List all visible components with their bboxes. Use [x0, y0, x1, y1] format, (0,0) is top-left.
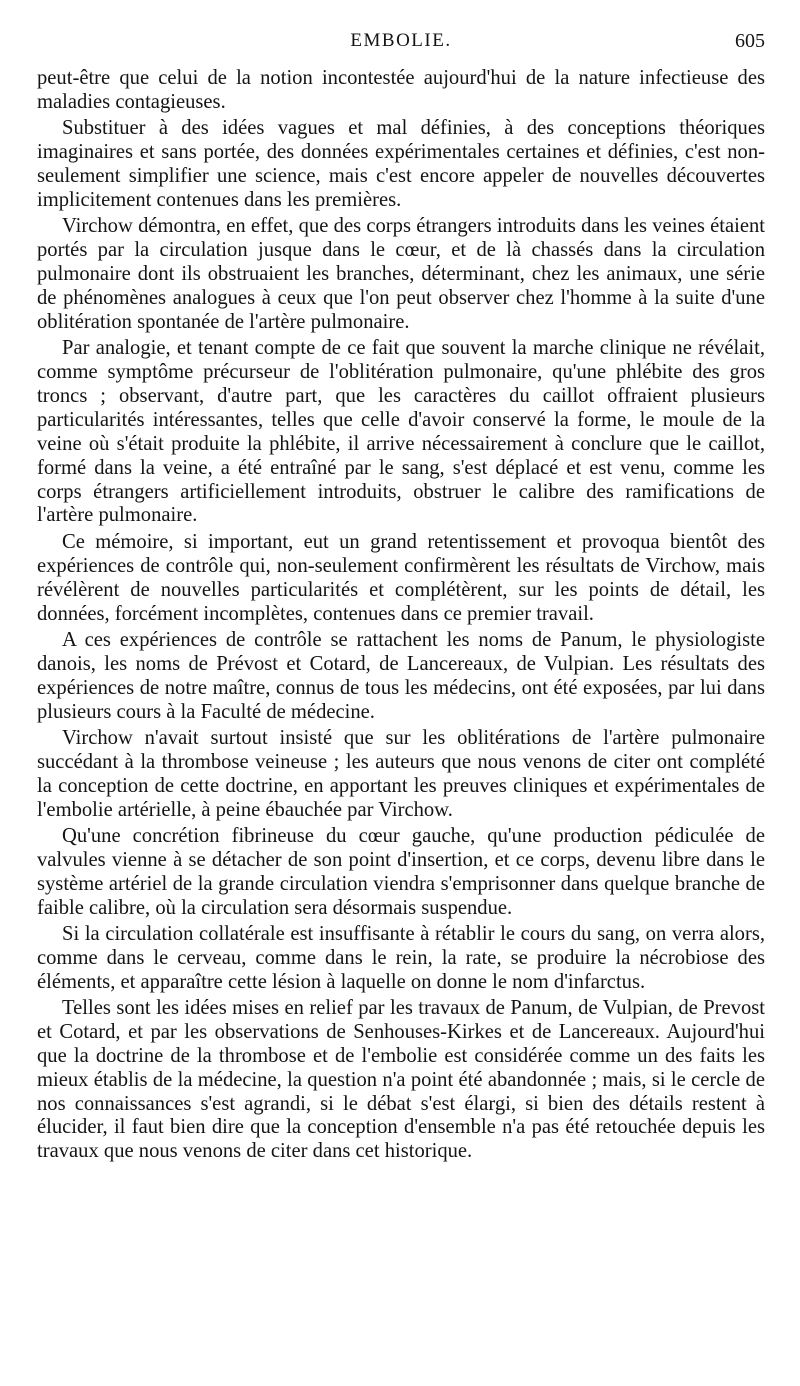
paragraph: Ce mémoire, si important, eut un grand retentissement et provoqua bientôt des expériences de contrôle qui, non-seulement confirmèrent les résultats de Virchow, mais révélèrent de nouvelles particularités et complétèrent, sur les points de détail, les données, forcément incomplètes, contenues dans ce premier travail. [37, 530, 765, 625]
paragraph: Si la circulation collatérale est insuffisante à rétablir le cours du sang, on verra alors, comme dans le cerveau, comme dans le rein, la rate, se produire la nécrobiose des éléments, et apparaître cette lésion à laquelle on donne le nom d'infarctus. [37, 922, 765, 993]
paragraph: Substituer à des idées vagues et mal définies, à des conceptions théoriques imaginaires et sans portée, des données expérimentales certaines et définies, c'est non-seulement simplifier une science, mais c'est encore appeler de nouvelles découvertes implicitement contenues dans les premières. [37, 117, 765, 211]
paragraph-continuation: peut-être que celui de la notion incontestée aujourd'hui de la nature infectieuse des maladies contagieuses. [37, 67, 765, 113]
page-number: 605 [735, 30, 765, 52]
paragraph: Par analogie, et tenant compte de ce fait que souvent la marche clinique ne révélait, comme symptôme précurseur de l'oblitération pulmonaire, qu'une phlébite des gros troncs ; observant, d'autre part, que les caractères du caillot offraient plusieurs particularités intéressantes, telles que celle d'avoir conservé la forme, le moule de la veine où s'était produite la phlébite, il arrive nécessairement à conclure que le caillot, formé dans la veine, a été entraîné par le sang, s'est déplacé et est venu, comme les corps étrangers artificiellement introduits, obstruer le calibre des ramifications de l'artère pulmonaire. [37, 337, 765, 527]
paragraph: Telles sont les idées mises en relief par les travaux de Panum, de Vulpian, de Prevost et Cotard, et par les observations de Senhouses-Kirkes et de Lancereaux. Aujourd'hui que la doctrine de la thrombose et de l'embolie est considérée comme un des faits les mieux établis de la médecine, la question n'a point été abandonnée ; mais, si le cercle de nos connaissances s'est agrandi, si le débat s'est élargi, si bien des détails restent à élucider, il faut bien dire que la conception d'ensemble n'a pas été retouchée depuis les travaux que nous venons de citer dans cet historique. [37, 996, 765, 1163]
paragraph: Qu'une concrétion fibrineuse du cœur gauche, qu'une production pédiculée de valvules vienne à se détacher de son point d'insertion, et ce corps, devenu libre dans le système artériel de la grande circulation viendra s'emprisonner dans quelque branche de faible calibre, où la circulation sera désormais suspendue. [37, 824, 765, 919]
paragraph: Virchow n'avait surtout insisté que sur les oblitérations de l'artère pulmonaire succédant à la thrombose veineuse ; les auteurs que nous venons de citer ont complété la conception de cette doctrine, en apportant les preuves cliniques et expérimentales de l'embolie artérielle, à peine ébauchée par Virchow. [37, 726, 765, 821]
paragraph: Virchow démontra, en effet, que des corps étrangers introduits dans les veines étaient portés par la circulation jusque dans le cœur, et de là chassés dans la circulation pulmonaire dont ils obstruaient les branches, déterminant, chez les animaux, une série de phénomènes analogues à ceux que l'on peut observer chez l'homme à la suite d'une oblitération spontanée de l'artère pulmonaire. [37, 215, 765, 333]
body-text [37, 67, 765, 1167]
book-page [37, 0, 765, 1386]
page-header [37, 30, 765, 54]
running-title: EMBOLIE. [350, 30, 452, 51]
paragraph: A ces expériences de contrôle se rattachent les noms de Panum, le physiologiste danois, les noms de Prévost et Cotard, de Lancereaux, de Vulpian. Les résultats des expériences de notre maître, connus de tous les médecins, ont été exposées, par lui dans plusieurs cours à la Faculté de médecine. [37, 628, 765, 723]
